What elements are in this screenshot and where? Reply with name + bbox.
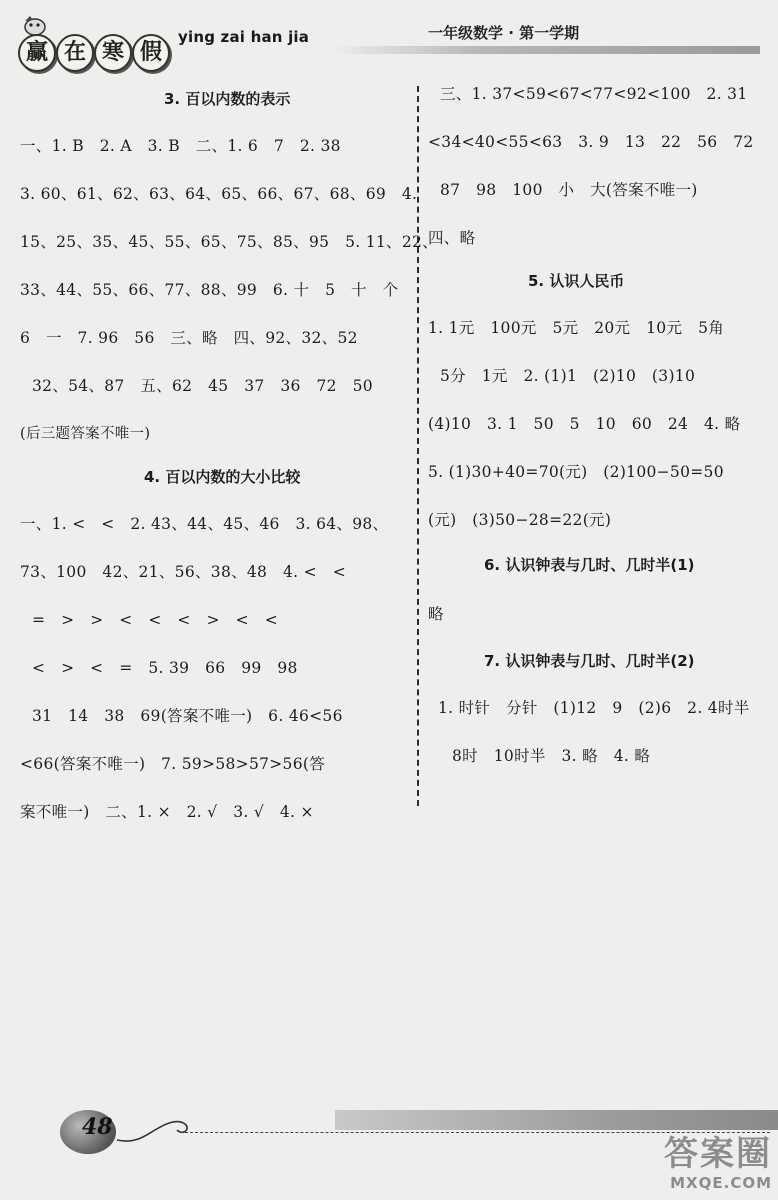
section-6-title: 6. 认识钟表与几时、几时半(1) — [484, 556, 695, 574]
logo-char-3: 寒 — [94, 34, 132, 72]
mascot-icon — [22, 14, 48, 36]
s5-line-3: (4)10 3. 1 50 5 10 60 24 4. 略 — [428, 415, 741, 433]
page-header — [0, 0, 778, 70]
s4-line-6: <66(答案不唯一) 7. 59>58>57>56(答 — [20, 755, 326, 773]
s5-line-5: (元) (3)50−28=22(元) — [428, 511, 612, 529]
series-logo — [14, 10, 174, 68]
header-title: 一年级数学 · 第一学期 — [428, 24, 580, 42]
page-number: 48 — [82, 1114, 113, 1140]
section-3-title: 3. 百以内数的表示 — [164, 90, 291, 108]
footer-dashed-line — [180, 1132, 770, 1133]
logo-char-1: 赢 — [18, 34, 56, 72]
s3-line-1: 一、1. B 2. A 3. B 二、1. 6 7 2. 38 — [20, 137, 341, 155]
logo-char-2: 在 — [56, 34, 94, 72]
s4-line-5: 31 14 38 69(答案不唯一) 6. 46<56 — [32, 707, 343, 725]
s7-line-1: 1. 时针 分针 (1)12 9 (2)6 2. 4时半 — [438, 699, 750, 717]
s5-line-1: 1. 1元 100元 5元 20元 10元 5角 — [428, 319, 725, 337]
watermark-logo-text: 答案圈 — [664, 1134, 772, 1174]
s3-line-6: 32、54、87 五、62 45 37 36 72 50 — [32, 377, 373, 395]
s4-line-2: 73、100 42、21、56、38、48 4. < < — [20, 563, 347, 581]
watermark-url: MXQE.COM — [670, 1174, 772, 1192]
r-top-line-2: <34<40<55<63 3. 9 13 22 56 72 — [428, 133, 754, 151]
s4-line-3: = > > < < < > < < — [32, 611, 278, 629]
s3-line-4: 33、44、55、66、77、88、99 6. 十 5 十 个 — [20, 281, 399, 299]
s4-line-4: < > < = 5. 39 66 99 98 — [32, 659, 298, 677]
s6-line-1: 略 — [428, 605, 444, 623]
s5-line-4: 5. (1)30+40=70(元) (2)100−50=50 — [428, 463, 724, 481]
s7-line-2: 8时 10时半 3. 略 4. 略 — [452, 747, 651, 765]
s3-line-2: 3. 60、61、62、63、64、65、66、67、68、69 4. — [20, 185, 418, 203]
series-pinyin: ying zai han jia — [178, 28, 310, 46]
s4-line-7: 案不唯一) 二、1. × 2. √ 3. √ 4. × — [20, 803, 314, 821]
section-7-title: 7. 认识钟表与几时、几时半(2) — [484, 652, 695, 670]
r-top-line-4: 四、略 — [428, 229, 476, 247]
s5-line-2: 5分 1元 2. (1)1 (2)10 (3)10 — [440, 367, 696, 385]
s3-line-5: 6 一 7. 96 56 三、略 四、92、32、52 — [20, 329, 358, 347]
r-top-line-1: 三、1. 37<59<67<77<92<100 2. 31 — [440, 85, 748, 103]
r-top-line-3: 87 98 100 小 大(答案不唯一) — [440, 181, 698, 199]
s3-line-3: 15、25、35、45、55、65、75、85、95 5. 11、22、 — [20, 233, 438, 251]
s4-line-1: 一、1. < < 2. 43、44、45、46 3. 64、98、 — [20, 515, 389, 533]
footer-band — [335, 1110, 778, 1130]
swirl-icon — [115, 1110, 195, 1150]
site-watermark — [642, 1134, 772, 1194]
section-5-title: 5. 认识人民币 — [528, 272, 625, 290]
logo-char-4: 假 — [132, 34, 170, 72]
section-4-title: 4. 百以内数的大小比较 — [144, 468, 301, 486]
header-band — [330, 46, 760, 54]
s3-note: (后三题答案不唯一) — [20, 426, 151, 442]
column-divider — [417, 86, 419, 806]
